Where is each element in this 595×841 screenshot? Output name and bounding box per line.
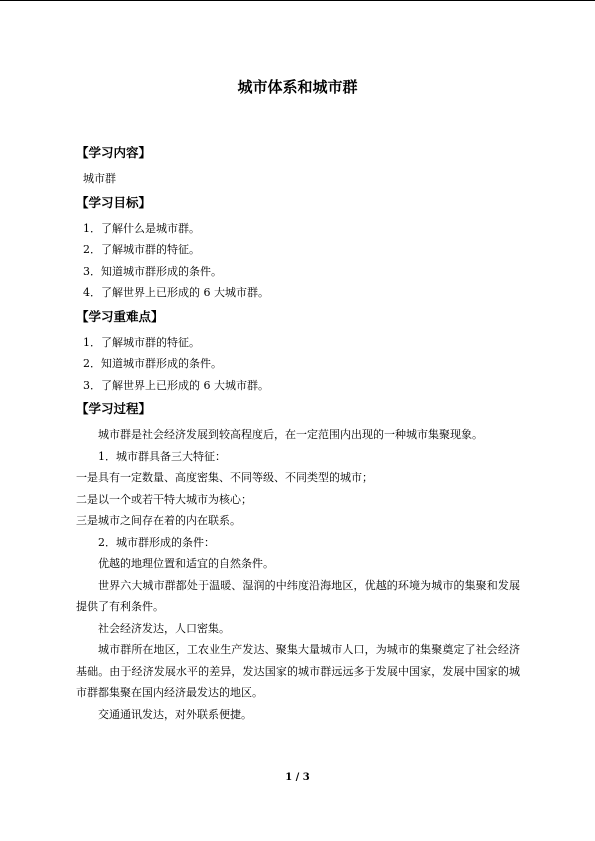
key-point-item: 1．了解城市群的特征。 bbox=[83, 335, 200, 349]
process-paragraph: 交通通讯发达，对外联系便捷。 bbox=[98, 707, 252, 721]
content-text: 城市群 bbox=[83, 172, 116, 185]
top-rule bbox=[0, 0, 595, 1]
objective-item: 3．知道城市群形成的条件。 bbox=[83, 264, 222, 278]
section-heading-content: 【学习内容】 bbox=[76, 145, 152, 160]
section-heading-key-points: 【学习重难点】 bbox=[76, 308, 164, 324]
process-paragraph: 城市群是社会经济发展到较高程度后，在一定范围内出现的一种城市集聚现象。 bbox=[98, 428, 483, 441]
process-paragraph: 1．城市群具备三大特征： bbox=[98, 449, 226, 463]
process-paragraph: 社会经济发达，人口密集。 bbox=[98, 621, 230, 635]
objective-item: 4．了解世界上已形成的 6 大城市群。 bbox=[83, 286, 269, 299]
section-heading-objectives: 【学习目标】 bbox=[76, 194, 152, 210]
key-point-item: 3．了解世界上已形成的 6 大城市群。 bbox=[83, 378, 269, 392]
process-paragraph: 2．城市群形成的条件： bbox=[98, 535, 215, 549]
process-paragraph: 三是城市之间存在着的内在联系。 bbox=[76, 514, 241, 527]
process-paragraph: 城市群所在地区，工农业生产发达、聚集大量城市人口，为城市的集聚奠定了社会经济基础。由于经济发展水平的差异，发达国家的城市群远远多于发展中国家，发展中国家的城市群都集聚在国内经济最发达的地区。 bbox=[76, 643, 520, 699]
process-paragraph: 优越的地理位置和适宜的自然条件。 bbox=[98, 557, 274, 570]
process-paragraph: 世界六大城市群都处于温暖、湿润的中纬度沿海地区，优越的环境为城市的集聚和发展提供了有利条件。 bbox=[76, 578, 520, 613]
section-heading-process: 【学习过程】 bbox=[76, 401, 152, 416]
process-paragraph: 二是以一个或若干特大城市为核心； bbox=[76, 492, 252, 506]
process-paragraph: 一是具有一定数量、高度密集、不同等级、不同类型的城市； bbox=[76, 471, 373, 484]
objective-item: 1．了解什么是城市群。 bbox=[83, 221, 200, 235]
page-number: 1 / 3 bbox=[285, 772, 310, 783]
document-body bbox=[76, 140, 520, 725]
objective-item: 2．了解城市群的特征。 bbox=[83, 243, 200, 256]
page-title: 城市体系和城市群 bbox=[237, 78, 358, 96]
key-point-item: 2．知道城市群形成的条件。 bbox=[83, 357, 222, 370]
